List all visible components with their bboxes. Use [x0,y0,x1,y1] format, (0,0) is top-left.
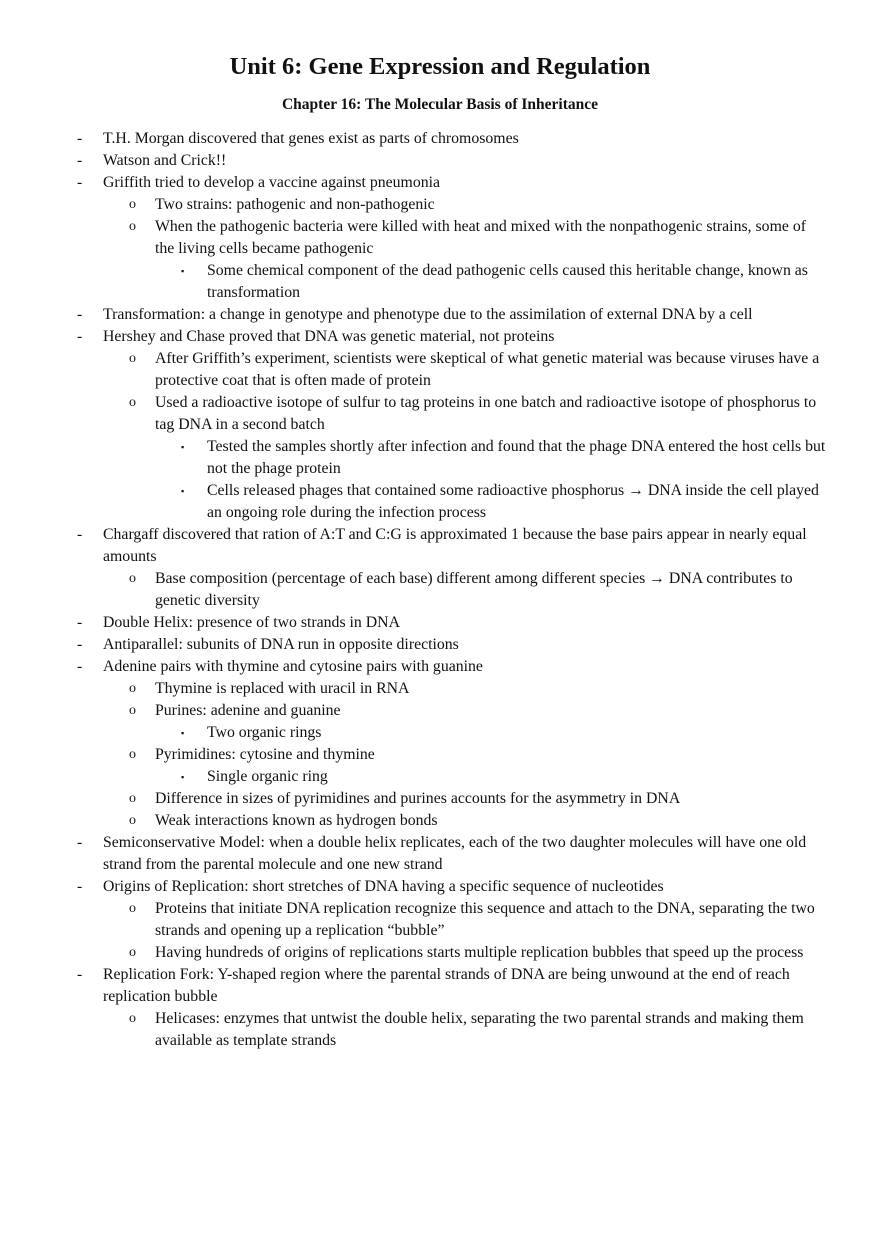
note-text: Semiconservative Model: when a double helix replicates, each of the two daughter molecules will have one old strand from the parental molecule and one new strand [103,834,807,873]
note-item-level-1 [0,326,829,348]
square-bullet-icon: ▪ [181,772,185,782]
note-item-level-1 [0,524,829,568]
note-item-level-1 [0,876,829,898]
note-text: Thymine is replaced with uracil in RNA [155,680,410,697]
dash-bullet-icon: - [77,834,83,851]
note-text: When the pathogenic bacteria were killed with heat and mixed with the nonpathogenic strains, some of the living cells became pathogenic [155,218,806,257]
note-item-level-2 [0,194,829,216]
note-text: Antiparallel: subunits of DNA run in opposite directions [103,636,459,653]
note-item-level-3 [0,722,829,744]
circle-bullet-icon: o [129,681,136,696]
note-item-level-1 [0,304,829,326]
note-item-level-2 [0,348,829,392]
square-bullet-icon: ▪ [181,442,185,452]
note-item-level-1 [0,832,829,876]
circle-bullet-icon: o [129,945,136,960]
note-item-level-1 [0,656,829,678]
square-bullet-icon: ▪ [181,728,185,738]
note-item-level-3 [0,260,829,304]
circle-bullet-icon: o [129,197,136,212]
note-item-level-2 [0,810,829,832]
circle-bullet-icon: o [129,219,136,234]
dash-bullet-icon: - [77,636,83,653]
note-text: Difference in sizes of pyrimidines and purines accounts for the asymmetry in DNA [155,790,681,807]
note-text: Some chemical component of the dead pathogenic cells caused this heritable change, known as transformation [207,262,808,301]
note-item-level-3 [0,766,829,788]
note-item-level-2 [0,678,829,700]
note-text: Weak interactions known as hydrogen bonds [155,812,438,829]
dash-bullet-icon: - [77,152,83,169]
note-text: Having hundreds of origins of replications starts multiple replication bubbles that speed up the process [155,944,804,961]
note-text: After Griffith’s experiment, scientists were skeptical of what genetic material was because viruses have a protective coat that is often made of protein [155,350,820,389]
note-item-level-1 [0,150,829,172]
note-item-level-1 [0,128,829,150]
note-text: Watson and Crick!! [103,152,227,169]
note-text: Used a radioactive isotope of sulfur to tag proteins in one batch and radioactive isotope of phosphorus to tag DNA in a second batch [155,394,817,433]
note-item-level-1 [0,172,829,194]
circle-bullet-icon: o [129,703,136,718]
circle-bullet-icon: o [129,901,136,916]
note-text: Helicases: enzymes that untwist the double helix, separating the two parental strands and making them available as template strands [155,1010,804,1049]
circle-bullet-icon: o [129,791,136,806]
note-text: Replication Fork: Y-shaped region where the parental strands of DNA are being unwound at the end of reach replication bubble [103,966,790,1005]
circle-bullet-icon: o [129,395,136,410]
dash-bullet-icon: - [77,328,83,345]
square-bullet-icon: ▪ [181,486,185,496]
note-text: Proteins that initiate DNA replication recognize this sequence and attach to the DNA, separating the two strands and opening up a replication “bubble” [155,900,815,939]
note-item-level-1 [0,964,829,1008]
note-item-level-2 [0,898,829,942]
dash-bullet-icon: - [77,614,83,631]
note-item-level-2 [0,700,829,722]
note-item-level-2 [0,1008,829,1052]
note-item-level-1 [0,612,829,634]
circle-bullet-icon: o [129,351,136,366]
dash-bullet-icon: - [77,658,83,675]
note-item-level-1 [0,634,829,656]
note-text: Origins of Replication: short stretches of DNA having a specific sequence of nucleotides [103,878,664,895]
circle-bullet-icon: o [129,571,136,586]
note-text: Transformation: a change in genotype and phenotype due to the assimilation of external DNA by a cell [103,306,753,323]
circle-bullet-icon: o [129,747,136,762]
note-item-level-3 [0,436,829,480]
note-item-level-2 [0,942,829,964]
note-text: Double Helix: presence of two strands in DNA [103,614,401,631]
page-title: Unit 6: Gene Expression and Regulation [229,53,651,80]
notes-list [0,128,880,1052]
circle-bullet-icon: o [129,1011,136,1026]
circle-bullet-icon: o [129,813,136,828]
note-item-level-2 [0,744,829,766]
note-item-level-2 [0,568,829,612]
note-text: Hershey and Chase proved that DNA was genetic material, not proteins [103,328,555,345]
dash-bullet-icon: - [77,130,83,147]
note-item-level-2 [0,788,829,810]
note-text: Single organic ring [207,768,328,785]
note-text: Tested the samples shortly after infection and found that the phage DNA entered the host cells but not the phage protein [207,438,826,477]
dash-bullet-icon: - [77,878,83,895]
note-text: Base composition (percentage of each base) different among different species → DNA contributes to genetic diversity [155,570,793,609]
note-text: Pyrimidines: cytosine and thymine [155,746,375,763]
square-bullet-icon: ▪ [181,266,185,276]
dash-bullet-icon: - [77,526,83,543]
dash-bullet-icon: - [77,306,83,323]
note-text: Purines: adenine and guanine [155,702,341,719]
chapter-heading: Chapter 16: The Molecular Basis of Inheritance [281,96,599,113]
note-text: Two strains: pathogenic and non-pathogenic [155,196,435,213]
note-text: Two organic rings [207,724,322,741]
note-text: Griffith tried to develop a vaccine against pneumonia [103,174,441,191]
note-text: Chargaff discovered that ration of A:T and C:G is approximated 1 because the base pairs appear in nearly equal amounts [103,526,807,565]
note-item-level-3 [0,480,829,524]
dash-bullet-icon: - [77,966,83,983]
note-text: Cells released phages that contained some radioactive phosphorus → DNA inside the cell played an ongoing role during the infection process [207,482,819,521]
note-item-level-2 [0,216,829,260]
note-item-level-2 [0,392,829,436]
note-text: T.H. Morgan discovered that genes exist as parts of chromosomes [103,130,519,147]
note-text: Adenine pairs with thymine and cytosine pairs with guanine [103,658,483,675]
dash-bullet-icon: - [77,174,83,191]
